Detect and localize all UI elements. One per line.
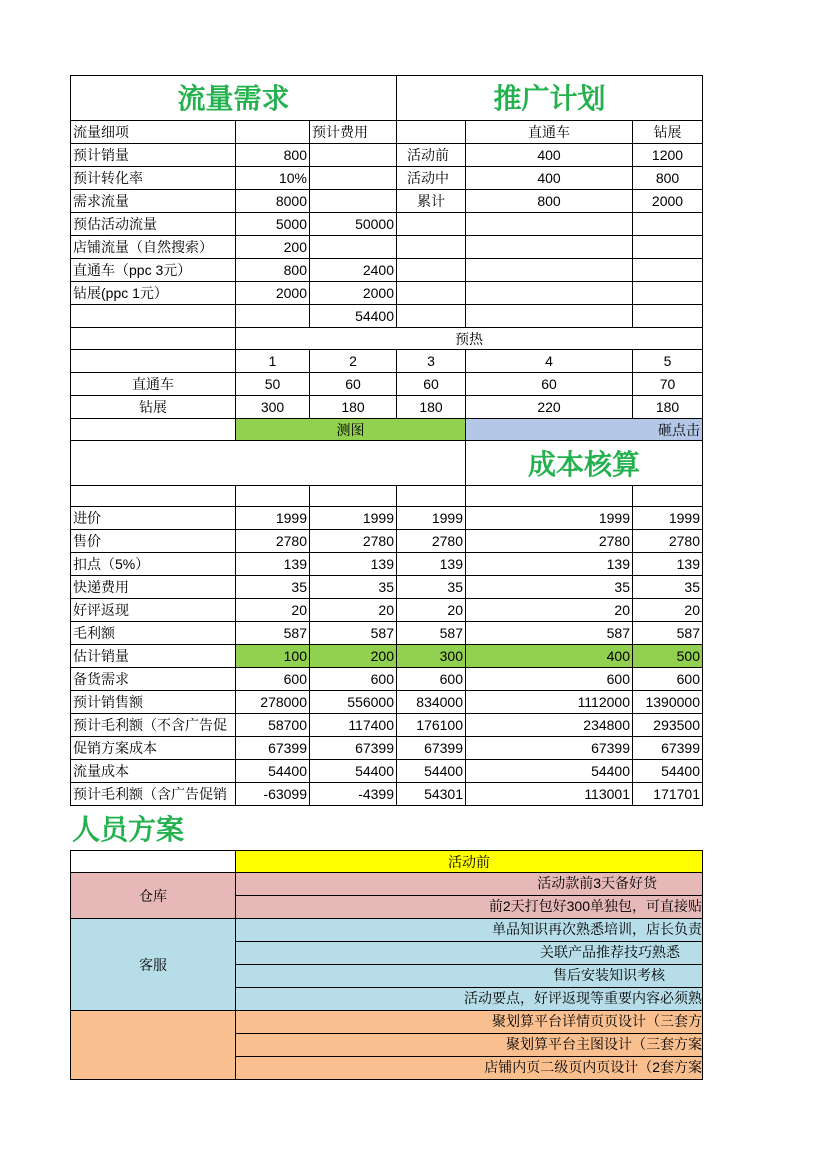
schedule-value: 220 (466, 396, 633, 419)
cost-value: 1999 (633, 507, 703, 530)
schedule-value: 50 (236, 373, 310, 396)
cost-title: 成本核算 (466, 441, 703, 486)
cell (466, 236, 633, 259)
cell (70, 350, 236, 373)
cost-value: 67399 (633, 737, 703, 760)
cell (70, 419, 236, 441)
cost-value: 2780 (236, 530, 310, 553)
traffic-row-cost: 50000 (310, 213, 397, 236)
cell (466, 282, 633, 305)
cost-value: 2780 (466, 530, 633, 553)
staff-service-label: 客服 (70, 919, 236, 1011)
cost-value: 54400 (310, 760, 397, 783)
cost-value: 35 (397, 576, 466, 599)
cost-value: 67399 (236, 737, 310, 760)
cost-value: 67399 (310, 737, 397, 760)
traffic-row-label: 预计转化率 (70, 167, 236, 190)
cost-value: 587 (466, 622, 633, 645)
cell (633, 259, 703, 282)
staff-warehouse-label: 仓库 (70, 873, 236, 919)
cost-row-label: 好评返现 (70, 599, 236, 622)
design-task: 聚划算平台详情页页设计（三套方 (236, 1011, 703, 1034)
cost-value: 139 (466, 553, 633, 576)
cost-value: 54400 (633, 760, 703, 783)
cost-value: 1999 (310, 507, 397, 530)
cell (397, 305, 466, 328)
traffic-row-label: 预估活动流量 (70, 213, 236, 236)
cost-value: 834000 (397, 691, 466, 714)
cell (70, 850, 236, 873)
cost-value: 139 (310, 553, 397, 576)
cost-value: 171701 (633, 783, 703, 806)
cost-row-label: 估计销量 (70, 645, 236, 668)
schedule-value: 180 (310, 396, 397, 419)
cost-value: 35 (310, 576, 397, 599)
traffic-row-label: 需求流量 (70, 190, 236, 213)
cost-value: 35 (466, 576, 633, 599)
cost-value: 1390000 (633, 691, 703, 714)
cell (397, 486, 466, 507)
cell (70, 328, 236, 350)
cell (466, 259, 633, 282)
cost-value: 139 (236, 553, 310, 576)
schedule-day: 2 (310, 350, 397, 373)
promo-row-zz: 2000 (633, 190, 703, 213)
cost-value: 2780 (633, 530, 703, 553)
cost-value: 35 (633, 576, 703, 599)
schedule-value: 300 (236, 396, 310, 419)
cell (236, 121, 310, 144)
phase-test-image: 测图 (236, 419, 466, 441)
schedule-value: 60 (310, 373, 397, 396)
cost-row-label: 快递费用 (70, 576, 236, 599)
staff-design-label (70, 1011, 236, 1080)
cell (633, 236, 703, 259)
cell (397, 236, 466, 259)
service-task: 活动要点，好评返现等重要内容必须熟 (236, 988, 703, 1011)
cost-value: 587 (633, 622, 703, 645)
traffic-row-value: 10% (236, 167, 310, 190)
cost-value: 293500 (633, 714, 703, 737)
cost-value: 20 (397, 599, 466, 622)
cell (236, 486, 310, 507)
promo-row-ztc: 400 (466, 167, 633, 190)
cost-value: 556000 (310, 691, 397, 714)
estimated-sales-value: 400 (466, 645, 633, 668)
promo-row-label: 活动前 (397, 144, 466, 167)
schedule-row-label: 直通车 (70, 373, 236, 396)
traffic-row-label: 直通车（ppc 3元） (70, 259, 236, 282)
cost-row-label: 扣点（5%） (70, 553, 236, 576)
traffic-header-budget: 预计费用 (310, 121, 397, 144)
cell (397, 282, 466, 305)
cost-value: 600 (466, 668, 633, 691)
cost-row-label: 预计毛利额（不含广告促 (70, 714, 236, 737)
cost-value: 600 (236, 668, 310, 691)
cell (397, 213, 466, 236)
cost-value: 67399 (397, 737, 466, 760)
estimated-sales-value: 300 (397, 645, 466, 668)
promo-title: 推广计划 (397, 75, 703, 121)
traffic-row-value: 2000 (236, 282, 310, 305)
cost-value: 54400 (397, 760, 466, 783)
cost-row-label: 毛利额 (70, 622, 236, 645)
cost-value: 139 (633, 553, 703, 576)
cell (466, 486, 633, 507)
cost-value: 139 (397, 553, 466, 576)
traffic-row-label: 店铺流量（自然搜索） (70, 236, 236, 259)
schedule-value: 180 (397, 396, 466, 419)
traffic-row-label (70, 305, 236, 328)
cost-value: 587 (310, 622, 397, 645)
cost-value: 20 (310, 599, 397, 622)
cost-value: 587 (397, 622, 466, 645)
cost-value: 58700 (236, 714, 310, 737)
service-task: 单品知识再次熟悉培训，店长负责 (236, 919, 703, 942)
cost-value: 20 (466, 599, 633, 622)
estimated-sales-value: 100 (236, 645, 310, 668)
staff-title: 人员方案 (72, 814, 185, 845)
cost-value: 1112000 (466, 691, 633, 714)
schedule-preheat: 预热 (236, 328, 703, 350)
cost-value: 20 (236, 599, 310, 622)
schedule-day: 4 (466, 350, 633, 373)
promo-row-label: 累计 (397, 190, 466, 213)
cell (397, 259, 466, 282)
cost-value: 1999 (236, 507, 310, 530)
traffic-row-value: 200 (236, 236, 310, 259)
traffic-total-cost: 54400 (310, 305, 397, 328)
promo-row-zz: 1200 (633, 144, 703, 167)
cell (633, 213, 703, 236)
schedule-day: 3 (397, 350, 466, 373)
cost-value: 1999 (466, 507, 633, 530)
cell (633, 282, 703, 305)
cost-value: 600 (633, 668, 703, 691)
schedule-day: 5 (633, 350, 703, 373)
cost-value: 278000 (236, 691, 310, 714)
schedule-day: 1 (236, 350, 310, 373)
estimated-sales-value: 200 (310, 645, 397, 668)
cell (633, 305, 703, 328)
cost-row-label: 备货需求 (70, 668, 236, 691)
cost-value: 176100 (397, 714, 466, 737)
promo-row-zz: 800 (633, 167, 703, 190)
schedule-value: 180 (633, 396, 703, 419)
estimated-sales-value: 500 (633, 645, 703, 668)
promo-header-zz: 钻展 (633, 121, 703, 144)
cost-value: 2780 (397, 530, 466, 553)
promo-row-label: 活动中 (397, 167, 466, 190)
cell (633, 486, 703, 507)
design-task: 聚划算平台主图设计（三套方案 (236, 1034, 703, 1057)
cell (310, 486, 397, 507)
schedule-value: 60 (466, 373, 633, 396)
cost-row-label: 流量成本 (70, 760, 236, 783)
cost-value: -4399 (310, 783, 397, 806)
design-task: 店铺内页二级页内页设计（2套方案 (236, 1057, 703, 1080)
traffic-row-value: 800 (236, 144, 310, 167)
cost-value: 54301 (397, 783, 466, 806)
cost-value: 113001 (466, 783, 633, 806)
schedule-value: 70 (633, 373, 703, 396)
traffic-row-cost: 2400 (310, 259, 397, 282)
traffic-row-label: 钻展(ppc 1元） (70, 282, 236, 305)
cost-value: 54400 (466, 760, 633, 783)
traffic-row-cost (310, 144, 397, 167)
cost-title-spacer (70, 441, 466, 486)
traffic-row-value: 8000 (236, 190, 310, 213)
cost-row-label: 预计毛利额（含广告促销 (70, 783, 236, 806)
cost-value: 600 (397, 668, 466, 691)
cell (466, 213, 633, 236)
traffic-row-value: 800 (236, 259, 310, 282)
cell (466, 305, 633, 328)
cost-value: 2780 (310, 530, 397, 553)
warehouse-task: 活动款前3天备好货 (236, 873, 703, 896)
promo-row-ztc: 800 (466, 190, 633, 213)
schedule-row-label: 钻展 (70, 396, 236, 419)
cost-value: 35 (236, 576, 310, 599)
cell (70, 486, 236, 507)
cost-value: -63099 (236, 783, 310, 806)
cost-row-label: 进价 (70, 507, 236, 530)
traffic-title: 流量需求 (70, 75, 397, 121)
service-task: 售后安装知识考核 (236, 965, 703, 988)
warehouse-task: 前2天打包好300单独包，可直接贴 (236, 896, 703, 919)
cost-value: 54400 (236, 760, 310, 783)
cost-value: 20 (633, 599, 703, 622)
traffic-row-cost (310, 236, 397, 259)
traffic-row-cost (310, 190, 397, 213)
service-task: 关联产品推荐技巧熟悉 (236, 942, 703, 965)
cost-value: 234800 (466, 714, 633, 737)
cost-row-label: 促销方案成本 (70, 737, 236, 760)
staff-phase: 活动前 (236, 850, 703, 873)
traffic-row-value (236, 305, 310, 328)
cell (397, 121, 466, 144)
traffic-header-item: 流量细项 (70, 121, 236, 144)
schedule-value: 60 (397, 373, 466, 396)
cost-value: 600 (310, 668, 397, 691)
promo-row-ztc: 400 (466, 144, 633, 167)
cost-row-label: 预计销售额 (70, 691, 236, 714)
cost-value: 117400 (310, 714, 397, 737)
traffic-row-label: 预计销量 (70, 144, 236, 167)
phase-click: 砸点击 (466, 419, 703, 441)
cost-row-label: 售价 (70, 530, 236, 553)
traffic-row-cost: 2000 (310, 282, 397, 305)
cost-value: 587 (236, 622, 310, 645)
cost-value: 67399 (466, 737, 633, 760)
traffic-row-cost (310, 167, 397, 190)
traffic-row-value: 5000 (236, 213, 310, 236)
promo-header-ztc: 直通车 (466, 121, 633, 144)
cost-value: 1999 (397, 507, 466, 530)
